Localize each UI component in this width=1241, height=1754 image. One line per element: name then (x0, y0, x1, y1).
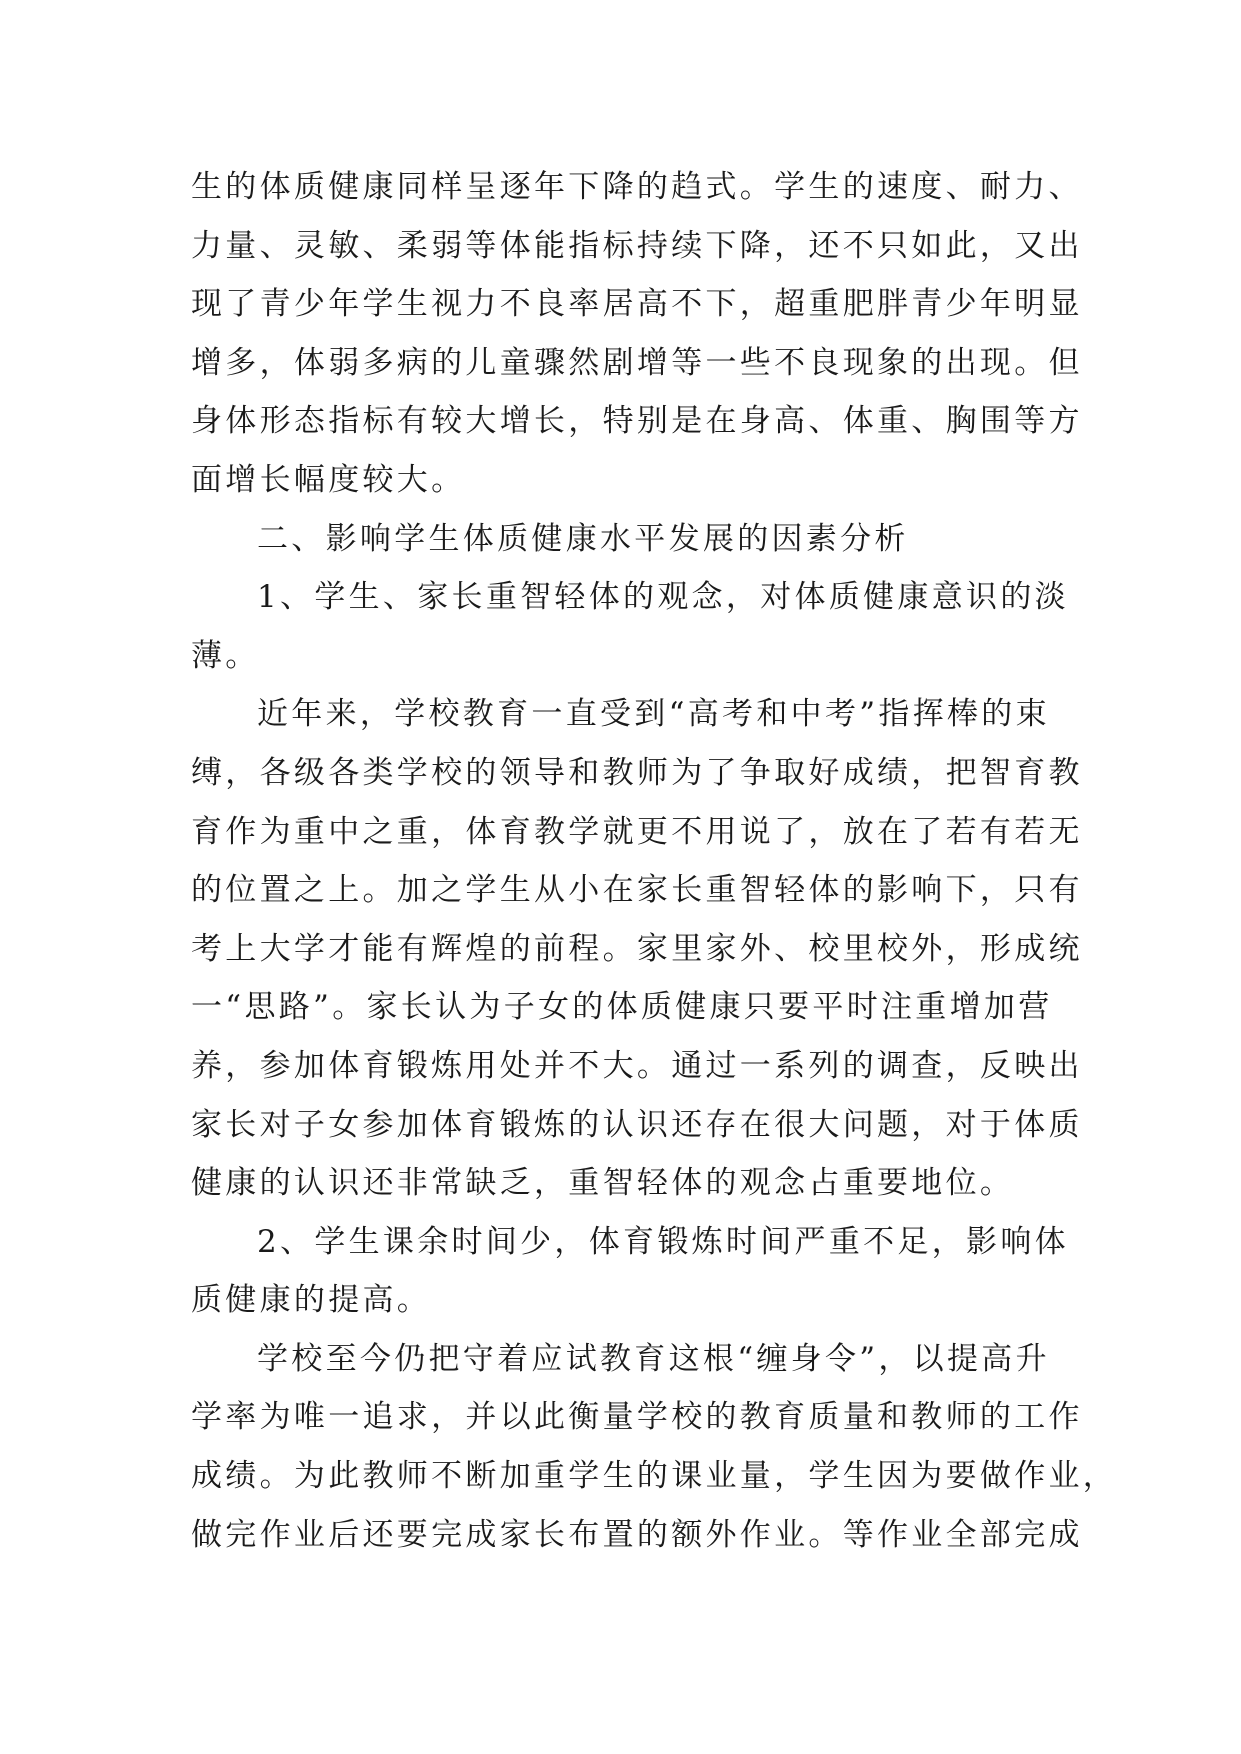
text-line: 缚，各级各类学校的领导和教师为了争取好成绩，把智育教 (191, 754, 1083, 791)
body-text (191, 158, 1118, 1564)
text-line: 现了青少年学生视力不良率居高不下，超重肥胖青少年明显 (191, 286, 1083, 323)
text-line: 考上大学才能有辉煌的前程。家里家外、校里校外，形成统 (191, 930, 1083, 967)
subheading: 1、学生、家长重智轻体的观念，对体质健康意识的淡 (257, 579, 1069, 616)
text-line: 面增长幅度较大。 (191, 461, 466, 498)
text-line: 学率为唯一追求，并以此衡量学校的教育质量和教师的工作 (191, 1399, 1083, 1436)
paragraph-start: 近年来，学校教育一直受到“高考和中考”指挥棒的束 (257, 696, 1050, 733)
text-line: 质健康的提高。 (191, 1282, 432, 1319)
paragraph-start: 学校至今仍把守着应试教育这根“缠身令”，以提高升 (257, 1340, 1050, 1377)
text-line: 育作为重中之重，体育教学就更不用说了，放在了若有若无 (191, 813, 1083, 850)
subheading: 2、学生课余时间少，体育锻炼时间严重不足，影响体 (257, 1223, 1069, 1260)
text-line: 薄。 (191, 637, 260, 674)
text-line: 增多，体弱多病的儿童骤然剧增等一些不良现象的出现。但 (191, 344, 1083, 381)
text-line: 的位置之上。加之学生从小在家长重智轻体的影响下，只有 (191, 872, 1083, 909)
text-line: 力量、灵敏、柔弱等体能指标持续下降，还不只如此，又出 (191, 227, 1083, 264)
text-line: 成绩。为此教师不断加重学生的课业量，学生因为要做作业， (191, 1458, 1118, 1495)
text-line: 生的体质健康同样呈逐年下降的趋式。学生的速度、耐力、 (191, 169, 1083, 205)
text-line: 身体形态指标有较大增长，特别是在身高、体重、胸围等方 (191, 403, 1083, 440)
text-line: 做完作业后还要完成家长布置的额外作业。等作业全部完成 (191, 1516, 1083, 1553)
section-heading: 二、影响学生体质健康水平发展的因素分析 (257, 520, 909, 557)
text-line: 养，参加体育锻炼用处并不大。通过一系列的调查，反映出 (191, 1047, 1083, 1084)
text-line: 家长对子女参加体育锻炼的认识还存在很大问题，对于体质 (191, 1106, 1083, 1143)
text-line: 健康的认识还非常缺乏，重智轻体的观念占重要地位。 (191, 1165, 1015, 1202)
text-line: 一“思路”。家长认为子女的体质健康只要平时注重增加营 (191, 989, 1053, 1026)
